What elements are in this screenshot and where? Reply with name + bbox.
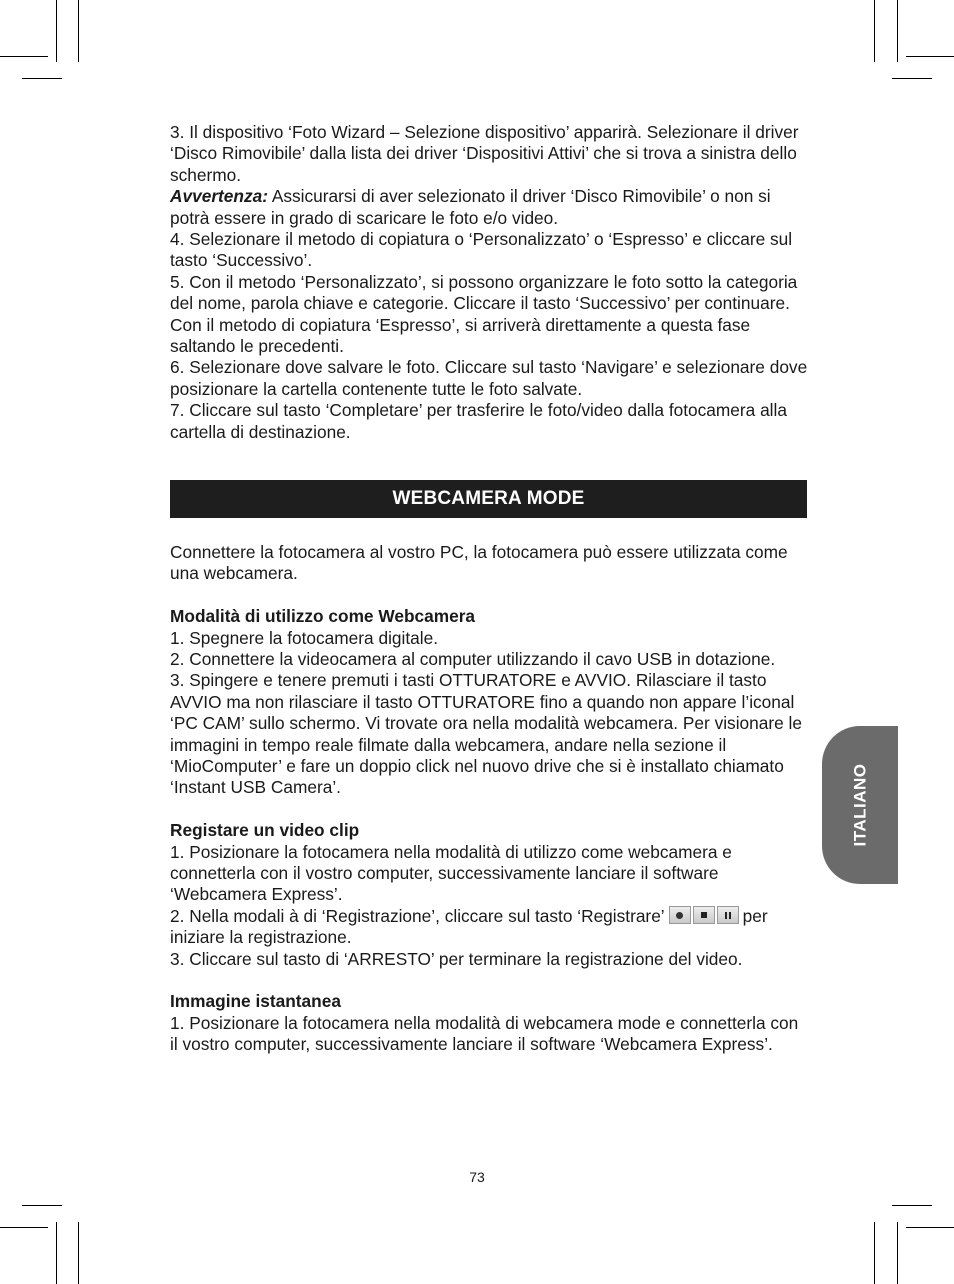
- usage-step-3: 3. Spingere e tenere premuti i tasti OTTURATORE e AVVIO. Rilasciare il tasto AVVIO ma non rilasciare il tasto OTTURATORE fino a quando non appare l’iconal ‘PC CAM’ sullo schermo. Vi trovate ora nella modalità webcamera. Per visionare le immagini in tempo reale filmate dalla webcamera, andare nella sezione il ‘MioComputer’ e fare un doppio click nel nuovo drive che si è installato chiamato ‘Instant USB Camera’.: [170, 670, 802, 798]
- crop-mark: [0, 56, 48, 57]
- intro-steps: [170, 122, 810, 443]
- record-icon: [669, 906, 691, 924]
- pause-icon: [717, 906, 739, 924]
- crop-mark: [78, 1222, 79, 1284]
- crop-mark: [897, 1222, 898, 1284]
- usage-heading: Modalità di utilizzo come Webcamera: [170, 606, 476, 627]
- usage-step-2: 2. Connettere la videocamera al computer utilizzando il cavo USB in dotazione.: [170, 649, 776, 670]
- step-4: 4. Selezionare il metodo di copiatura o ‘Personalizzato’ o ‘Espresso’ e cliccare sul tasto ‘Successivo’.: [170, 229, 793, 271]
- record-step-3: 3. Cliccare sul tasto di ‘ARRESTO’ per terminare la registrazione del video.: [170, 948, 743, 969]
- crop-mark: [897, 0, 898, 62]
- record-step-2-text-b: per iniziare la registrazione.: [170, 905, 768, 948]
- crop-mark: [874, 1222, 875, 1284]
- crop-mark: [906, 1227, 954, 1228]
- webcam-intro: Connettere la fotocamera al vostro PC, la fotocamera può essere utilizzata come una webcamera.: [170, 542, 788, 584]
- step-7: 7. Cliccare sul tasto ‘Completare’ per trasferire le foto/video dalla fotocamera alla cartella di destinazione.: [170, 400, 787, 442]
- section-title: WEBCAMERA MODE: [392, 488, 585, 509]
- warning-paragraph: [170, 186, 810, 229]
- step-6: 6. Selezionare dove salvare le foto. Cliccare sul tasto ‘Navigare’ e selezionare dove posizionare la cartella contenente tutte le foto salvate.: [170, 357, 808, 399]
- crop-mark: [56, 0, 57, 62]
- crop-mark: [892, 78, 932, 79]
- record-step-2-text-a: 2. Nella modali à di ‘Registrazione’, cliccare sul tasto ‘Registrare’: [170, 905, 665, 926]
- crop-mark: [56, 1222, 57, 1284]
- language-tab: [822, 726, 898, 884]
- crop-mark: [22, 1205, 62, 1206]
- step-3: 3. Il dispositivo ‘Foto Wizard – Selezione dispositivo’ apparirà. Selezionare il driver ‘Disco Rimovibile’ dalla lista dei driver ‘Dispositivi Attivi’ che si trova a sinistra dello schermo.: [170, 122, 799, 185]
- crop-mark: [906, 56, 954, 57]
- section-heading-webcamera-mode: [170, 480, 807, 518]
- record-heading: Registare un video clip: [170, 820, 360, 841]
- language-tab-label: ITALIANO: [850, 763, 870, 847]
- snapshot-heading: Immagine istantanea: [170, 991, 341, 1012]
- page-number: 73: [469, 1169, 485, 1185]
- record-step-1: 1. Posizionare la fotocamera nella modalità di utilizzo come webcamera e connetterla con il vostro computer, successivamente lanciare il software ‘Webcamera Express’.: [170, 841, 732, 905]
- crop-mark: [78, 0, 79, 62]
- webcam-section: [170, 542, 810, 1056]
- snapshot-step-1: 1. Posizionare la fotocamera nella modalità di webcamera mode e connetterla con il vostro computer, successivamente lanciare il software ‘Webcamera Express’.: [170, 1012, 799, 1055]
- crop-mark: [0, 1227, 48, 1228]
- crop-mark: [892, 1205, 932, 1206]
- crop-mark: [22, 78, 62, 79]
- warning-text: Assicurarsi di aver selezionato il driver ‘Disco Rimovibile’ o non si potrà essere in grado di scaricare le foto e/o video.: [170, 186, 771, 228]
- record-buttons-image: [669, 906, 739, 924]
- stop-icon: [693, 906, 715, 924]
- step-5: 5. Con il metodo ‘Personalizzato’, si possono organizzare le foto sotto la categoria del nome, parola chiave e categorie. Cliccare il tasto ‘Successivo’ per continuare. Con il metodo di copiatura ‘Espresso’, si arriverà direttamente a questa fase saltando le precedenti.: [170, 271, 798, 357]
- crop-mark: [874, 0, 875, 62]
- record-step-2: [170, 906, 810, 949]
- warning-label: Avvertenza:: [170, 186, 268, 207]
- usage-step-1: 1. Spegnere la fotocamera digitale.: [170, 627, 439, 648]
